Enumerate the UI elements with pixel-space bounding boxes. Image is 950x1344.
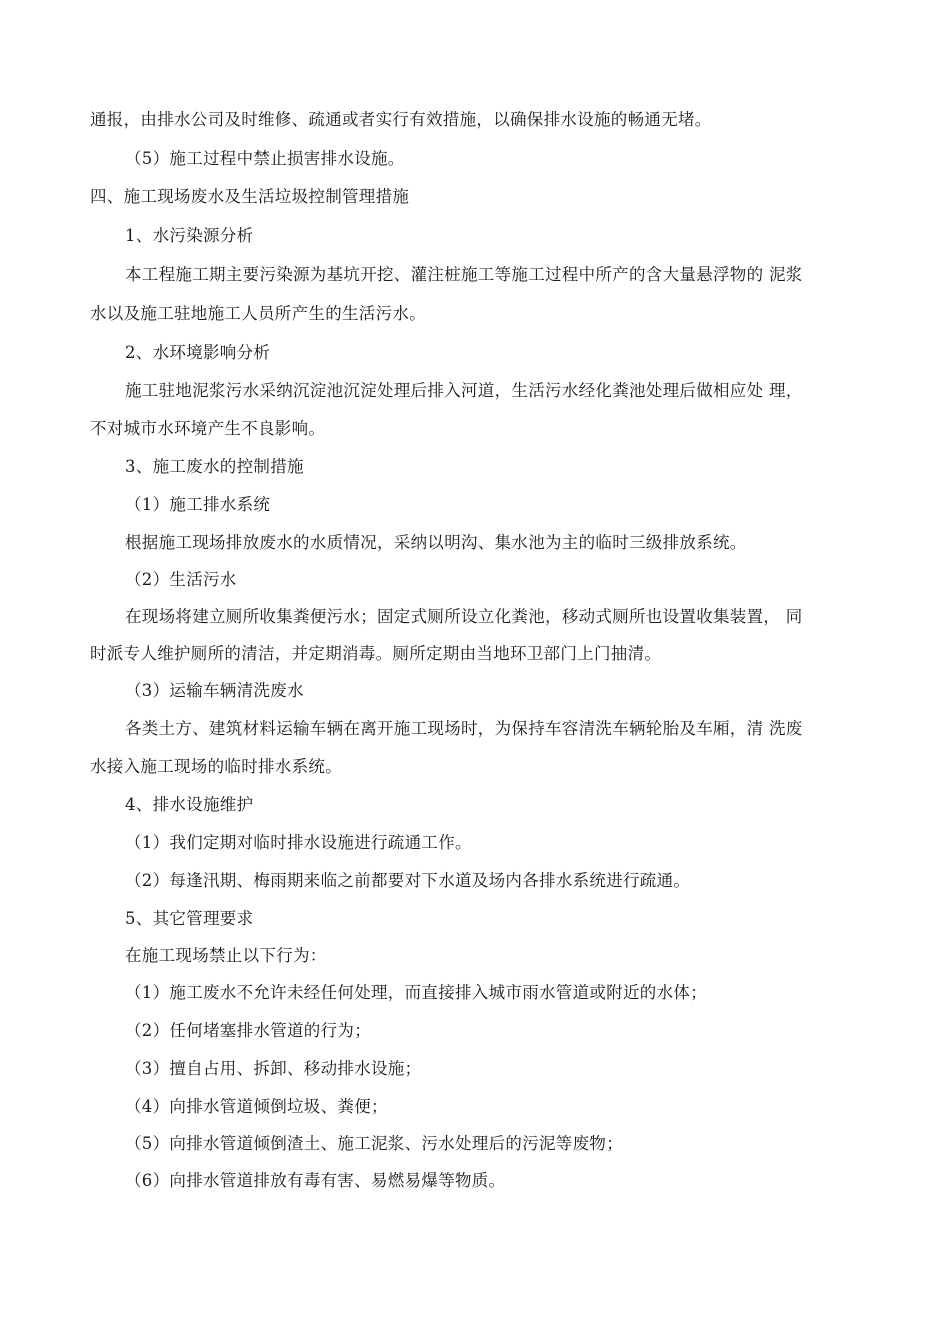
section-heading: 四、施工现场废水及生活垃圾控制管理措施: [90, 187, 410, 206]
list-item: （6）向排水管道排放有毒有害、易燃易爆等物质。: [125, 1171, 506, 1190]
subsection-heading: 1、水污染源分析: [125, 226, 254, 245]
list-item: （1）我们定期对临时排水设施进行疏通工作。: [125, 833, 472, 852]
paragraph-line: 通报，由排水公司及时维修、疏通或者实行有效措施，以确保排水设施的畅通无堵。: [90, 110, 712, 129]
paragraph-line: 在施工现场禁止以下行为：: [125, 946, 327, 965]
list-item: （2）任何堵塞排水管道的行为；: [125, 1021, 371, 1040]
subsection-heading: 2、水环境影响分析: [125, 343, 271, 362]
list-item: （3）运输车辆清洗废水: [125, 681, 304, 700]
list-item: （1）施工排水系统: [125, 495, 271, 514]
paragraph-line: 本工程施工期主要污染源为基坑开挖、灌注桩施工等施工过程中所产的含大量悬浮物的 泥浆: [125, 265, 803, 284]
list-item: （3）擅自占用、拆卸、移动排水设施；: [125, 1059, 422, 1078]
subsection-heading: 4、排水设施维护: [125, 795, 254, 814]
list-item: （4）向排水管道倾倒垃圾、粪便；: [125, 1097, 388, 1116]
paragraph-line: 施工驻地泥浆污水采纳沉淀池沉淀处理后排入河道，生活污水经化粪池处理后做相应处 理，: [125, 381, 803, 400]
paragraph-line: 时派专人维护厕所的清洁，并定期消毒。厕所定期由当地环卫部门上门抽清。: [90, 644, 662, 663]
paragraph-line: 水接入施工现场的临时排水系统。: [90, 757, 342, 776]
subsection-heading: 3、施工废水的控制措施: [125, 457, 304, 476]
subsection-heading: 5、其它管理要求: [125, 909, 254, 928]
paragraph-line: 在现场将建立厕所收集粪便污水；固定式厕所设立化粪池，移动式厕所也设置收集装置， 同: [125, 607, 803, 626]
paragraph-line: 根据施工现场排放废水的水质情况，采纳以明沟、集水池为主的临时三级排放系统。: [125, 533, 747, 552]
list-item: （5）向排水管道倾倒渣土、施工泥浆、污水处理后的污泥等废物；: [125, 1134, 623, 1153]
paragraph-line: 水以及施工驻地施工人员所产生的生活污水。: [90, 304, 426, 323]
paragraph-line: 各类土方、建筑材料运输车辆在离开施工现场时，为保持车容清洗车辆轮胎及车厢，清 洗废: [125, 719, 803, 738]
list-item: （1）施工废水不允许未经任何处理，而直接排入城市雨水管道或附近的水体；: [125, 983, 707, 1002]
list-item: （5）施工过程中禁止损害排水设施。: [125, 149, 405, 168]
list-item: （2）生活污水: [125, 570, 237, 589]
list-item: （2）每逢汛期、梅雨期来临之前都要对下水道及场内各排水系统进行疏通。: [125, 871, 691, 890]
paragraph-line: 不对城市水环境产生不良影响。: [90, 419, 326, 438]
